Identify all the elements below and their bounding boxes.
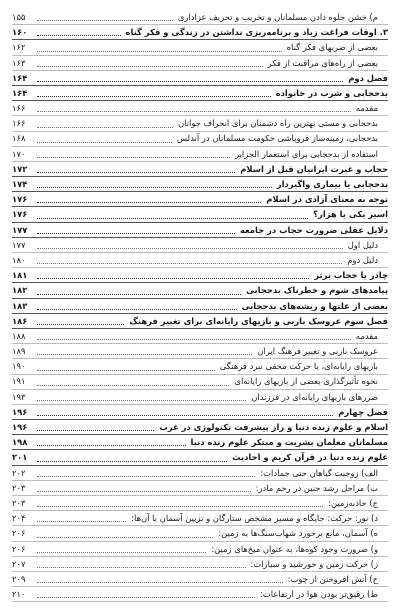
dot-leader [37,51,282,52]
toc-entry-page-number: ۱۶۲ [12,42,26,53]
toc-entry [12,344,388,359]
toc-entry-title: فصل چهارم [338,406,388,417]
toc-entry-title: اسیر یکی یا هزار؟ [313,209,388,220]
toc-entry-title: بعضی از علتها و ریشه‌های بدحجابی [241,300,388,311]
toc-entry-page-number: ۱۹۱ [12,376,26,387]
toc-entry [12,177,388,192]
toc-entry [12,147,388,162]
toc-entry-title: م) خشن جلوه دادن مسلمانان و تخریب و تحریف عزاداری [177,11,378,22]
toc-entry-title: ح) آتش افروختن از چوب: [287,573,378,584]
toc-entry-title: اسلام و علوم زنده دنیا و راز پیشرفت تکنولوژی در غرب [159,422,388,433]
toc-entry-page-number: ۱۶۴ [12,72,28,83]
toc-entry [12,10,388,25]
toc-entry-page-number: ۱۶۶ [12,118,26,129]
toc-entry [12,283,388,298]
toc-entry-title: مقدمه [355,103,378,114]
toc-entry-title: توجه به معنای آزادی در اسلام [266,194,388,205]
toc-entry [12,557,388,572]
toc-entry [12,86,388,101]
toc-entry [12,405,388,420]
toc-entry [12,207,388,222]
dot-leader [37,582,283,583]
toc-entry-page-number: ۱۷۷ [12,224,28,235]
toc-entry [12,587,388,602]
toc-entry-page-number: ۱۵۵ [12,11,26,22]
toc-entry-title: عروسک باربی و تغییر فرهنگ ایران [257,346,378,357]
toc-entry-title: علوم زنده دنیا در قرآن کریم و احادیث [232,452,388,463]
toc-entry [12,496,388,511]
toc-entry [12,132,388,147]
toc-entry-title: پیامدهای شوم و خطرناک بدحجابی [246,285,388,296]
toc-entry-title: دلیل دوم [347,254,378,265]
toc-entry-page-number: ۲۰۲ [12,467,26,478]
dot-leader [37,324,124,325]
toc-entry [12,314,388,329]
toc-entry [12,329,388,344]
dot-leader [37,476,255,477]
toc-entry-title: ج) جاذبه‌زمین: [328,497,378,508]
toc-entry [12,223,388,238]
toc-entry-page-number: ۱۹۶ [12,406,28,417]
toc-entry [12,420,388,435]
dot-leader [37,111,351,112]
toc-entry-page-number: ۲۰۳ [12,497,26,508]
toc-entry-title: بعضی از ضربهای فکر گناه [286,42,378,53]
toc-entry-page-number: ۱۶۸ [12,133,26,144]
toc-entry-page-number: ۲۰۴ [12,513,26,524]
dot-leader [37,552,206,553]
dot-leader [37,567,246,568]
toc-entry-title: بعضی از راه‌های مراقبت از فکر [267,57,378,68]
dot-leader [37,127,173,128]
dot-leader [37,294,241,295]
toc-entry-title: ه) آسمان، مانع برخورد شهاب‌سنگ‌ها به زمین: [218,528,378,539]
toc-entry-title: فصل دوم [348,72,388,83]
dot-leader [37,415,333,416]
toc-entry-title: بازیهای رایانه‌ای، یا حرکت مخفی نبرد فرهنگی [219,361,378,372]
toc-entry-title: ب) مراحل رشد جنین در رحم مادر: [255,482,378,493]
toc-entry [12,375,388,390]
toc-entry-page-number: ۲۰۹ [12,573,26,584]
toc-entry [12,481,388,496]
toc-entry-title: بدحجابی یا بیماری واگیردار [276,179,388,190]
dot-leader [37,172,235,173]
dot-leader [37,597,255,598]
toc-entry-title: الف) زوجیت گیاهان حتی جمادات: [260,467,378,478]
toc-entry-page-number: ۲۱۰ [12,589,26,600]
toc-entry [12,253,388,268]
toc-entry-page-number: ۱۷۶ [12,209,28,220]
toc-entry [12,238,388,253]
dot-leader [37,81,343,82]
toc-entry [12,40,388,55]
dot-leader [37,521,126,522]
dot-leader [37,157,230,158]
toc-entry [12,101,388,116]
toc-entry-page-number: ۱۸۸ [12,330,26,341]
toc-entry-page-number: ۱۸۱ [12,270,28,281]
toc-entry [12,466,388,481]
toc-entry-title: نحوه تأثیرگذاری بعضی از بازیهای رایانه‌ای [234,376,378,387]
toc-entry-page-number: ۱۸۲ [12,285,28,296]
toc-entry-title: مسلمانان معلمان بشریت و مبتکر علوم زنده دنیا [190,437,388,448]
toc-entry-page-number: ۱۸۳ [12,300,28,311]
dot-leader [37,20,173,21]
dot-leader [37,202,261,203]
toc-entry [12,268,388,283]
dot-leader [37,430,154,431]
dot-leader [37,400,246,401]
toc-entry [12,162,388,177]
toc-entry [12,435,388,450]
toc-entry [12,450,388,465]
dot-leader [37,309,237,310]
toc-entry-page-number: ۱۶۶ [12,103,26,114]
toc-entry [12,526,388,541]
toc-entry [12,542,388,557]
toc-entry [12,116,388,131]
toc-entry-title: د) نور: حرکت: جایگاه و مسیر مشخص ستارگان و تزیین آسمان با آن‌ها: [131,513,378,524]
toc-entry [12,192,388,207]
dot-leader [37,354,252,355]
toc-entry-title: ضررهای بازیهای رایانه‌ای در فرزندان [251,391,378,402]
toc-entry-page-number: ۱۶۳ [12,57,26,68]
toc-entry-page-number: ۲۰۶ [12,528,26,539]
toc-entry-page-number: ۱۷۷ [12,239,26,250]
dot-leader [37,66,263,67]
toc-entry [12,572,388,587]
toc-entry-page-number: ۱۶۴ [12,87,28,98]
toc-entry-title: ۳. اوقات فراغت زیاد و برنامه‌ریزی نداشتن در زندگی و فکر گناه [125,27,388,38]
toc-entry-page-number: ۲۰۱ [12,452,28,463]
dot-leader [37,461,227,462]
dot-leader [37,278,309,279]
toc-entry-page-number: ۲۰۶ [12,543,26,554]
toc-entry-page-number: ۱۹۰ [12,361,26,372]
dot-leader [37,142,172,143]
toc-entry-title: ز) حرکت زمین و خورشید و سیارات: [250,558,378,569]
toc-entry [12,71,388,86]
dot-leader [37,370,215,371]
toc-entry-page-number: ۱۷۴ [12,179,28,190]
toc-entry-title: و) ضرورت وجود کوه‌ها، به عنوان میخ‌های زمین: [211,543,378,554]
toc-entry-page-number: ۱۸۶ [12,315,28,326]
toc-entry [12,299,388,314]
toc-entry-title: بدحجابی و مستی بهترین راه دشمنان برای انحراف جوانان [178,118,378,129]
toc-entry-title: مقدمه [355,330,378,341]
toc-entry-page-number: ۱۹۸ [12,437,28,448]
toc-entry-page-number: ۱۹۶ [12,422,28,433]
dot-leader [37,537,213,538]
toc-entry [12,25,388,40]
toc-entry-page-number: ۲۰۳ [12,482,26,493]
toc-entry-page-number: ۱۷۰ [12,148,26,159]
dot-leader [37,385,229,386]
toc-entry [12,511,388,526]
toc-entry [12,390,388,405]
dot-leader [37,233,235,234]
toc-entry-title: فصل سوم عروسک باربی و بازیهای رایانه‌ای برای تغییر فرهنگ [129,315,388,326]
toc-entry-page-number: ۱۶۰ [12,27,28,38]
toc-entry-page-number: ۱۸۰ [12,254,26,265]
dot-leader [37,96,271,97]
toc-entry-title: حجاب و غیرت ایرانیان قبل از اسلام [240,163,388,174]
dot-leader [37,218,308,219]
toc-entry [12,359,388,374]
dot-leader [37,248,343,249]
toc-list [12,10,388,602]
toc-entry-page-number: ۲۰۷ [12,558,26,569]
toc-entry-page-number: ۱۸۹ [12,346,26,357]
toc-entry-title: بدحجابی، زمینه‌ساز فروپاشی حکومت مسلمانان در آندلس [176,133,378,144]
toc-entry-page-number: ۱۷۲ [12,163,28,174]
toc-entry [12,56,388,71]
toc-entry-title: استفاده از بدحجابی برای استعمار الجزایر [234,148,378,159]
dot-leader [37,491,251,492]
toc-entry-title: دلایل عقلی ضرورت حجاب در جامعه [239,224,388,235]
toc-entry-title: ط) رقیق‌تر بودن هوا در ارتفاعات: [260,589,378,600]
dot-leader [37,187,272,188]
dot-leader [37,445,186,446]
dot-leader [37,263,342,264]
toc-entry-title: چادر یا حجاب برتر [314,270,388,281]
toc-entry-page-number: ۱۹۳ [12,391,26,402]
dot-leader [37,339,351,340]
dot-leader [37,506,323,507]
toc-entry-page-number: ۱۷۶ [12,194,28,205]
toc-entry-title: بدحجابی و شرب در خانواده [275,87,388,98]
dot-leader [37,35,121,36]
toc-entry-title: دلیل اول [347,239,378,250]
